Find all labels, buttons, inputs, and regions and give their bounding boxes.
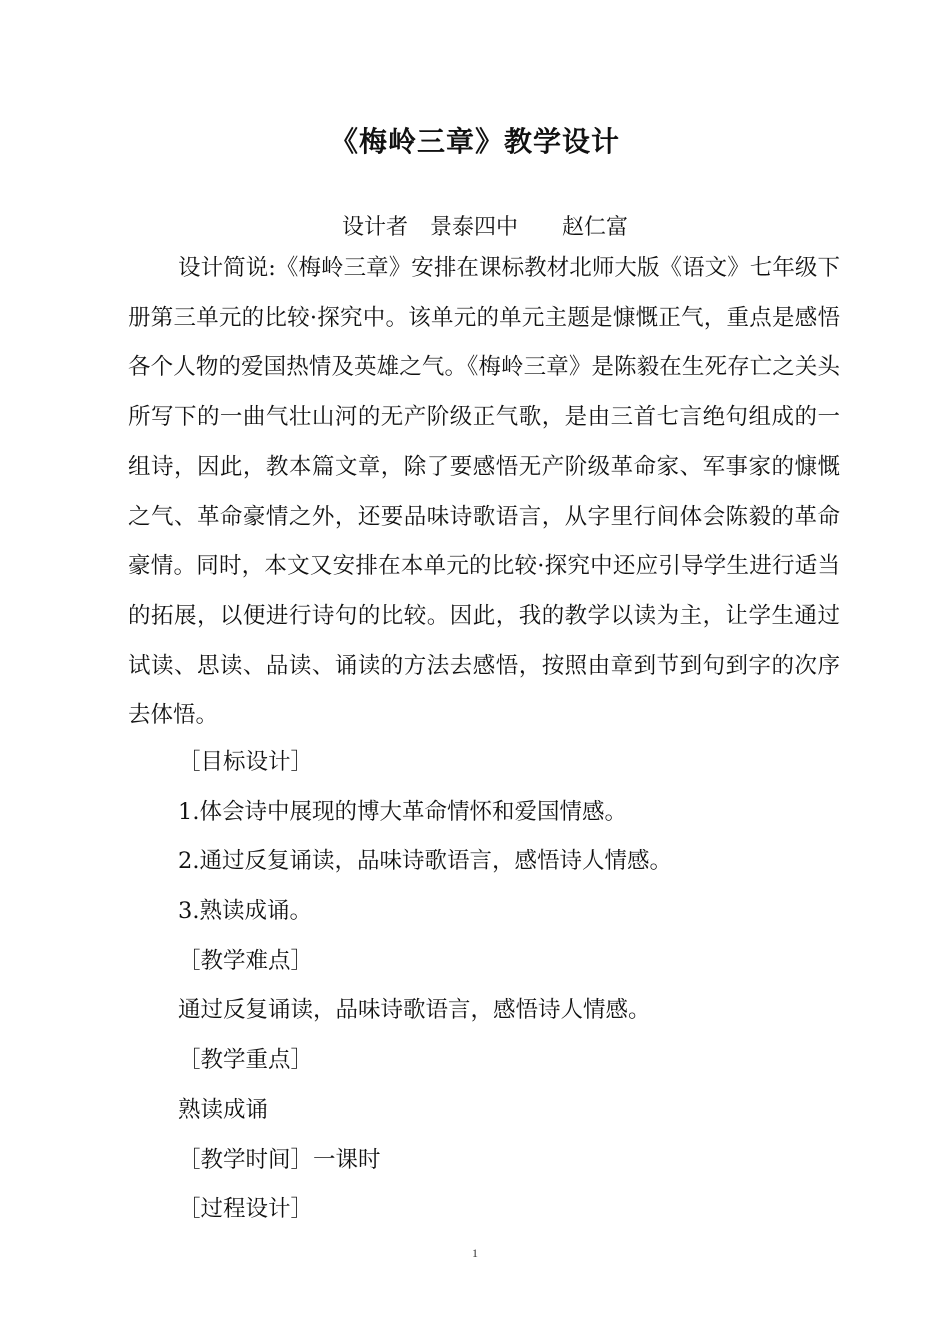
section-heading-difficulty: ［教学难点］ xyxy=(178,947,314,974)
section-heading-process: ［过程设计］ xyxy=(178,1196,314,1223)
difficulty-text: 通过反复诵读，品味诗歌语言，感悟诗人情感。 xyxy=(178,997,651,1024)
page-number: 1 xyxy=(472,1246,478,1260)
goal-item-2: 2.通过反复诵读，品味诗歌语言，感悟诗人情感。 xyxy=(178,848,672,875)
design-intro-paragraph: 设计简说:《梅岭三章》安排在课标教材北师大版《语文》七年级下册第三单元的比较·探究中。该单元的单元主题是慷慨正气，重点是感悟各个人物的爱国热情及英雄之气。《梅岭三章》是陈毅在生死存亡之关头所写下的一曲气壮山河的无产阶级正气歌，是由三首七言绝句组成的一组诗，因此，教本篇文章，除了要感悟无产阶级革命家、军事家的慷慨之气、革命豪情之外，还要品味诗歌语言，从字里行间体会陈毅的革命豪情。同时，本文又安排在本单元的比较·探究中还应引导学生进行适当的拓展，以便进行诗句的比较。因此，我的教学以读为主，让学生通过试读、思读、品读、诵读的方法去感悟，按照由章到节到句到字的次序去体悟。 xyxy=(128,255,840,729)
document-title: 《梅岭三章》教学设计 xyxy=(329,125,620,158)
key-points-text: 熟读成诵 xyxy=(178,1096,269,1123)
section-heading-goals: ［目标设计］ xyxy=(178,749,314,775)
goal-item-1: 1.体会诗中展现的博大革命情怀和爱国情感。 xyxy=(178,798,627,825)
author-byline: 设计者 景泰四中 赵仁富 xyxy=(342,215,629,240)
section-heading-key-points: ［教学重点］ xyxy=(178,1047,314,1074)
lesson-plan-sections xyxy=(178,738,858,1235)
section-heading-time: ［教学时间］一课时 xyxy=(178,1146,381,1173)
goal-item-3: 3.熟读成诵。 xyxy=(178,898,312,925)
